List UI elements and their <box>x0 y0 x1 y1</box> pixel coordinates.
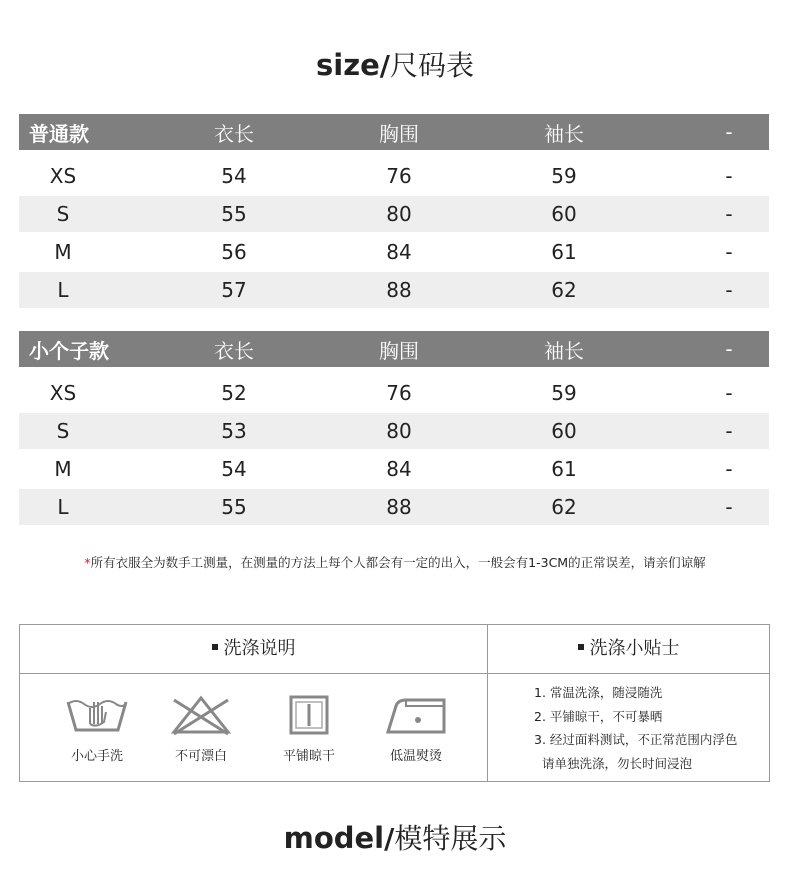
header-extra: - <box>725 337 733 361</box>
extra-cell: - <box>725 457 733 481</box>
sleeve-cell: 62 <box>551 278 577 302</box>
extra-cell: - <box>725 278 733 302</box>
table-row <box>19 489 769 525</box>
chest-cell: 84 <box>386 457 412 481</box>
tip-item: 3. 经过面料测试，不正常范围内浮色 <box>534 732 738 747</box>
header-sleeve: 袖长 <box>544 121 584 146</box>
no-bleach-label: 不可漂白 <box>174 749 227 764</box>
table-header <box>19 331 769 367</box>
wash-tips-list <box>534 681 737 775</box>
length-cell: 57 <box>221 278 247 302</box>
extra-cell: - <box>725 202 733 226</box>
chest-cell: 80 <box>386 419 412 443</box>
chest-cell: 76 <box>386 164 412 188</box>
wash-tips-heading-text: 洗涤小贴士 <box>589 638 680 659</box>
chest-cell: 84 <box>386 240 412 264</box>
size-cell: M <box>54 457 72 481</box>
table-row <box>19 272 769 308</box>
model-title-cn: 模特展示 <box>394 822 507 855</box>
wash-heading-text: 洗涤说明 <box>223 638 296 659</box>
table-row <box>19 234 769 270</box>
length-cell: 54 <box>221 164 247 188</box>
header-chest: 胸围 <box>379 338 419 363</box>
hand-wash-label: 小心手洗 <box>70 749 123 764</box>
size-cell: S <box>56 419 70 443</box>
model-title-sep: / <box>384 822 395 855</box>
chest-cell: 88 <box>386 495 412 519</box>
size-cell: L <box>57 278 69 302</box>
tip-item: 请单独洗涤，勿长时间浸泡 <box>542 755 693 771</box>
extra-cell: - <box>725 495 733 519</box>
flat-dry-icon <box>288 694 330 736</box>
length-cell: 55 <box>221 202 247 226</box>
size-cell: M <box>54 240 72 264</box>
low-iron-icon <box>384 694 450 736</box>
wash-tips-heading <box>488 625 769 673</box>
sleeve-cell: 62 <box>551 495 577 519</box>
header-extra: - <box>725 120 733 144</box>
model-title-en: model <box>283 821 385 855</box>
table-header <box>19 114 769 150</box>
size-title-en: size <box>316 48 380 82</box>
length-cell: 56 <box>221 240 247 264</box>
wash-instructions-box <box>19 624 770 782</box>
sleeve-cell: 61 <box>551 457 577 481</box>
wash-heading <box>20 625 487 673</box>
size-table-petite <box>19 331 769 525</box>
header-style: 普通款 <box>29 121 89 146</box>
length-cell: 55 <box>221 495 247 519</box>
sleeve-cell: 60 <box>551 419 577 443</box>
low-iron-label: 低温熨烫 <box>389 749 442 764</box>
size-chart-title <box>0 44 790 84</box>
sleeve-cell: 59 <box>551 164 577 188</box>
extra-cell: - <box>725 381 733 405</box>
no-bleach-icon <box>170 694 232 736</box>
note-asterisk: * <box>84 555 91 570</box>
hand-wash-icon <box>64 694 130 734</box>
header-sleeve: 袖长 <box>544 338 584 363</box>
measurement-note <box>0 553 790 571</box>
table-row <box>19 196 769 232</box>
length-cell: 53 <box>221 419 247 443</box>
size-cell: XS <box>49 381 77 405</box>
table-row <box>19 158 769 194</box>
extra-cell: - <box>725 419 733 443</box>
header-length: 衣长 <box>214 338 254 363</box>
size-cell: XS <box>49 164 77 188</box>
size-title-cn: 尺码表 <box>389 49 474 82</box>
sleeve-cell: 61 <box>551 240 577 264</box>
header-style: 小个子款 <box>29 338 109 363</box>
table-row <box>19 451 769 487</box>
chest-cell: 76 <box>386 381 412 405</box>
table-row <box>19 375 769 411</box>
sleeve-cell: 59 <box>551 381 577 405</box>
size-cell: S <box>56 202 70 226</box>
extra-cell: - <box>725 164 733 188</box>
tip-item: 1. 常温洗涤，随浸随洗 <box>534 685 663 700</box>
tip-item: 2. 平铺晾干，不可暴晒 <box>534 708 663 724</box>
note-text: 所有衣服全为数手工测量，在测量的方法上每个人都会有一定的出入，一般会有1-3CM的正常误差，请亲们谅解 <box>90 555 706 570</box>
extra-cell: - <box>725 240 733 264</box>
header-chest: 胸围 <box>379 121 419 146</box>
chest-cell: 88 <box>386 278 412 302</box>
length-cell: 52 <box>221 381 247 405</box>
flat-dry-label: 平铺晾干 <box>282 749 335 764</box>
size-title-sep: / <box>379 49 390 82</box>
table-row <box>19 413 769 449</box>
length-cell: 54 <box>221 457 247 481</box>
chest-cell: 80 <box>386 202 412 226</box>
sleeve-cell: 60 <box>551 202 577 226</box>
size-cell: L <box>57 495 69 519</box>
header-length: 衣长 <box>214 121 254 146</box>
size-table-regular <box>19 114 769 308</box>
model-title <box>0 817 790 857</box>
